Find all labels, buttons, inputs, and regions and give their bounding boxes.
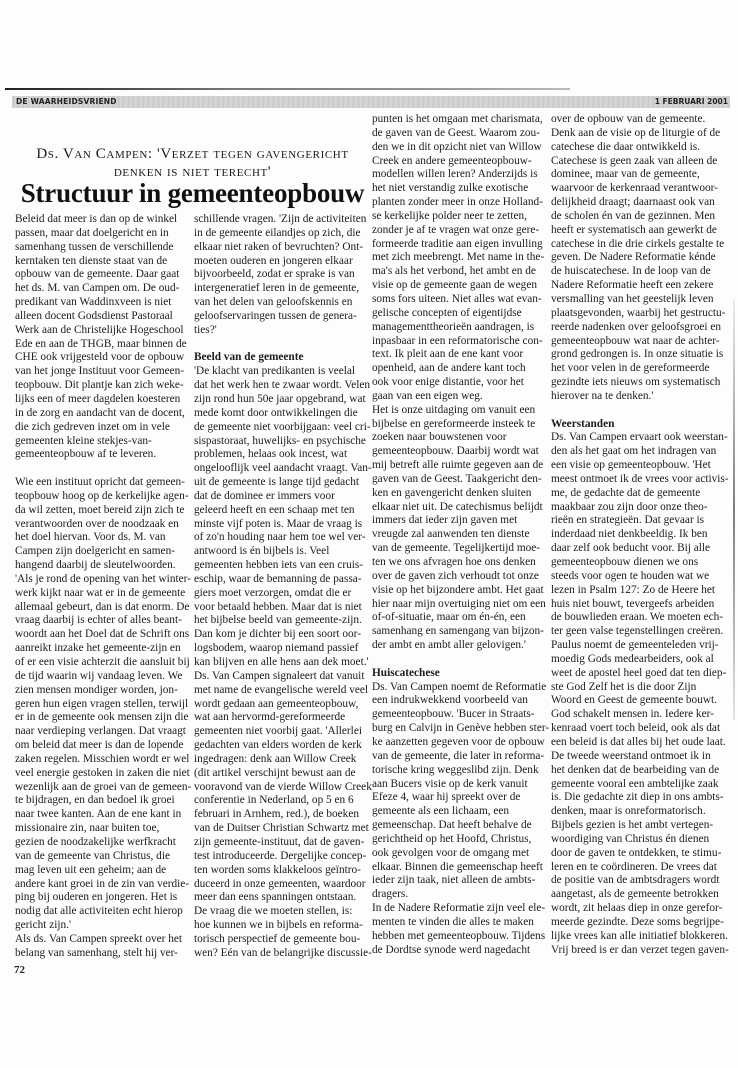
body-text-line: zijn rond hun 50e jaar opgebrand, wat bbox=[194, 392, 366, 405]
body-text-line: Nadere Reformatie heeft een zekere bbox=[551, 279, 714, 292]
body-text-line: Beleid dat meer is dan op de winkel bbox=[15, 213, 178, 225]
body-text-line: gaven van de Geest. Taakgericht den- bbox=[372, 472, 542, 485]
body-text-line: bijbelse en gereformeerde insteek te bbox=[372, 417, 536, 430]
body-text-line: belang van samenhang, stelt hij ver- bbox=[15, 946, 178, 959]
article-column-1 bbox=[15, 213, 191, 961]
body-text-line: ste God Zelf het is die door Zijn bbox=[551, 680, 697, 693]
header-band bbox=[12, 96, 730, 108]
body-text-line: meest ontmoet ik de vrees voor activis- bbox=[551, 472, 729, 485]
body-text-line: van het delen van geloofskennis en bbox=[194, 296, 353, 309]
body-text-line: woordiging van Christus én dienen bbox=[551, 832, 710, 845]
body-text-line: vreugde zal aanwenden ten dienste bbox=[372, 528, 530, 541]
body-text-line: managementtheorieën aandragen, is bbox=[372, 320, 535, 333]
body-text-line: uit de gemeente is lange tijd gedacht bbox=[194, 476, 360, 489]
body-text-line: punten is het omgaan met charismata, bbox=[372, 113, 543, 125]
body-text-line: dat het werk hen te zwaar wordt. Velen bbox=[194, 379, 371, 392]
body-text-line: kerntaken ten dienste staat van de bbox=[15, 254, 168, 267]
body-text-line: me, de gedachte dat de gemeente bbox=[551, 486, 701, 499]
body-text-line: geven. De Nadere Reformatie kénde bbox=[551, 251, 716, 264]
body-text-line: gemeenten hebben iets van een cruis- bbox=[194, 559, 364, 572]
body-text-line: gemeente vooral een ambtelijke zaak bbox=[551, 777, 719, 790]
body-text-line: ties?' bbox=[194, 323, 217, 336]
article-column-3 bbox=[372, 113, 549, 957]
body-text-line: van de Duitser Christian Schwartz met bbox=[194, 822, 369, 835]
body-text-line: Het is onze uitdaging om vanuit een bbox=[372, 403, 536, 416]
body-text-line: sispastoraat, huwelijks- en psychische bbox=[194, 434, 366, 447]
publication-name bbox=[16, 97, 117, 106]
body-text-line: wen? Eén van de belangrijke discussie- bbox=[194, 946, 372, 959]
body-text-line: daar zelf ook beducht voor. Bij alle bbox=[551, 542, 711, 555]
body-text-line: catechese die daar ontwikkeld is. bbox=[551, 140, 700, 153]
body-text-line: denken, maar is onreformatorisch. bbox=[551, 805, 706, 818]
body-text-line: allemaal gebeurt, dan is dat enorm. De bbox=[15, 600, 190, 613]
body-text-line: den we in dit opzicht niet van Willow bbox=[372, 140, 542, 153]
body-text-line: lezen in Psalm 127: Zo de Heere het bbox=[551, 583, 716, 596]
body-text-line: ter geen valse tegenstellingen creëren. bbox=[551, 625, 724, 638]
body-text-line: geleerd heeft en een schaap met ten bbox=[194, 503, 355, 516]
body-text-line: wordt gedaan aan gemeenteopbouw, bbox=[194, 697, 359, 710]
body-text-line: over de opbouw van de gemeente. bbox=[551, 113, 706, 125]
body-text-line: visie op het bijzondere ambt. Het gaat bbox=[372, 583, 544, 596]
body-text-line: wordt, zit helaas diep in onze gerefor- bbox=[551, 902, 723, 915]
body-text-line: of-of-situatie, maar om én-én, een bbox=[372, 611, 526, 624]
body-text-line: ten worden soms klakkeloos geïntro- bbox=[194, 863, 361, 876]
body-text-line: duceerd in onze gemeenten, waardoor bbox=[194, 877, 366, 890]
body-text-line: lijke vrees kan alle initiatief blokkeren. bbox=[551, 929, 728, 942]
body-text-line: kenraad voert toch beleid, ook als dat bbox=[551, 722, 721, 735]
article-title: Structuur in gemeenteopbouw bbox=[20, 178, 365, 208]
body-text-line: veel energie gestoken in zaken die niet bbox=[15, 766, 190, 779]
body-text-line: verantwoorden over de noodzaak en bbox=[15, 517, 179, 530]
body-text-line: Werk aan de Christelijke Hogeschool bbox=[15, 323, 184, 336]
body-text-line: eschip, waar de bemanning de passa- bbox=[194, 572, 362, 585]
body-text-line: ping bij ouderen en jongeren. Het is bbox=[15, 891, 178, 904]
section-heading: Weerstanden bbox=[551, 417, 615, 430]
body-text-line: 'Als je rond de opening van het winter- bbox=[15, 572, 191, 585]
body-text-line: de scholen én van de gezinnen. Men bbox=[551, 209, 716, 222]
body-text-line: aan Bucers visie op de kerk vanuit bbox=[372, 777, 528, 790]
body-text-line: Ds. Van Campen ervaart ook weerstan- bbox=[551, 431, 728, 444]
body-text-line: hoe kunnen we in bijbels en reforma- bbox=[194, 919, 363, 932]
body-text-line: inpasbaar in een reformatorische con- bbox=[372, 334, 543, 347]
body-text-line: intergeneratief leren in de gemeente, bbox=[194, 282, 360, 295]
body-text-line: burg en Calvijn in Genève hebben ster- bbox=[372, 722, 550, 735]
body-text-line: zoeken naar bouwstenen voor bbox=[372, 431, 507, 444]
body-text-line: ook gevolgen voor de omgang met bbox=[372, 846, 530, 859]
body-text-line: Vrij breed is er dan verzet tegen gaven- bbox=[551, 943, 729, 956]
body-text-line: torische kring weggeslibd zijn. Denk bbox=[372, 763, 539, 776]
body-text-line: zonder je af te vragen wat onze gere- bbox=[372, 223, 540, 236]
body-text-line: leren en te coördineren. De vrees dat bbox=[551, 860, 717, 873]
body-text-line: ook voor enige distantie, voor het bbox=[372, 376, 524, 389]
body-text-line: meer dan eens spanningen ontstaan. bbox=[194, 891, 357, 904]
scan-edge-artifact bbox=[733, 300, 735, 720]
body-text-line: missionaire zin, naar buiten toe, bbox=[15, 822, 160, 835]
body-text-line: kan blijven en alle hens aan dek moet.' bbox=[194, 656, 369, 668]
body-text-line: Ds. Van Campen noemt de Reformatie bbox=[372, 680, 547, 693]
body-text-line: (dit artikel verschijnt bewust aan de bbox=[194, 766, 356, 779]
body-text-line: gemeenteopbouw. 'Bucer in Straats- bbox=[372, 708, 535, 721]
body-text-line: moeten ouderen en jongeren elkaar bbox=[194, 254, 353, 267]
article-column-2 bbox=[194, 213, 372, 961]
body-text-line: meerde gezindte. Deze soms begrijpe- bbox=[551, 915, 724, 928]
body-text-line: Ede en aan de THGB, maar binnen de bbox=[15, 337, 187, 350]
body-text-line: ten we ons afvragen hoe ons denken bbox=[372, 556, 536, 568]
body-text-line: maakbaar zou zijn door onze theo- bbox=[551, 500, 708, 513]
body-text-line: torisch perspectief de gemeente bou- bbox=[194, 932, 361, 945]
body-text-line: een visie op gemeenteopbouw. 'Het bbox=[551, 459, 711, 472]
body-text-line: gemeente als een lichaam, een bbox=[372, 805, 510, 818]
body-text-line: hierover na te denken.' bbox=[551, 389, 654, 402]
body-text-line: grond gedrongen is. In onze situatie is bbox=[551, 348, 724, 361]
issue-date: 1 FEBRUARI 2001 bbox=[654, 97, 728, 106]
body-text-line: Als ds. Van Campen spreekt over het bbox=[15, 932, 183, 945]
body-text-line: februari in Arnhem, red.), de boeken bbox=[194, 808, 359, 821]
body-text-line: God schakelt mensen in. Iedere ker- bbox=[551, 708, 714, 721]
body-text-line: huis niet bouwt, tevergeefs arbeiden bbox=[551, 597, 715, 610]
body-text-line: gezien de noodzakelijke werfkracht bbox=[15, 835, 176, 848]
body-text-line: gemeenteopbouw dienen we ons bbox=[551, 556, 699, 568]
body-text-line: se kerkelijke polder neer te zetten, bbox=[372, 209, 527, 222]
body-text-line: in de zorg en aandacht van de docent, bbox=[15, 406, 185, 419]
body-text-line: naar verdieping verlangen. Dat vraagt bbox=[15, 725, 186, 738]
article-column-4 bbox=[551, 113, 729, 957]
body-text-line: modellen willen leren? Anderzijds is bbox=[372, 168, 538, 181]
body-text-line: der ambt en ambt aller gelovigen.' bbox=[372, 639, 526, 652]
article-kicker-line-1: Ds. Van Campen: 'Verzet tegen gavengericht bbox=[36, 146, 349, 162]
publication-title: WAARHEIDSVRIEND bbox=[30, 97, 117, 106]
body-text-line: gaan van een eigen weg. bbox=[372, 389, 483, 402]
body-text-line: ieder zijn taak, niet alleen de ambts- bbox=[372, 874, 536, 887]
body-text-line: de huiscatechese. In de loop van de bbox=[551, 265, 711, 278]
body-text-line: samenhang tussen de verschillende bbox=[15, 240, 174, 253]
body-text-line: over de gaven zich verhoudt tot onze bbox=[372, 569, 539, 582]
body-text-line: elkaar niet uit. De catechismus belijdt bbox=[372, 500, 543, 513]
paragraph-gap bbox=[15, 462, 191, 476]
body-text-line: elkaar niet raken of bevruchten? Ont- bbox=[194, 240, 364, 253]
body-text-line: voor betaald hebben. Maar dat is niet bbox=[194, 600, 362, 613]
body-text-line: van de gemeente. Tegelijkertijd moe- bbox=[372, 542, 541, 555]
paragraph-gap bbox=[551, 404, 729, 418]
body-text-line: wat aan hervormd-gereformeerde bbox=[194, 711, 346, 724]
body-text-line: zien mensen mondiger worden, jon- bbox=[15, 683, 178, 696]
body-text-line: ongelooflijk veel aandacht vraagt. Van- bbox=[194, 462, 372, 475]
body-text-line: openheid, aan de andere kant toch bbox=[372, 362, 526, 375]
body-text-line: samenhang en samengang van bijzon- bbox=[372, 625, 544, 638]
body-text-line: Wie een instituut opricht dat gemeen- bbox=[15, 476, 185, 489]
body-text-line: gemeenteopbouw wat naar de achter- bbox=[551, 334, 720, 347]
section-heading: Beeld van de gemeente bbox=[194, 351, 304, 364]
body-text-line: aangetast, als de gemeente betrokken bbox=[551, 888, 719, 901]
body-text-line: ken en gavengericht denken sluiten bbox=[372, 486, 532, 499]
body-text-line: van de gemeente, die later in reforma- bbox=[372, 749, 545, 762]
body-text-line: De tweede weerstand ontmoet ik in bbox=[551, 749, 711, 762]
body-text-line: het bijbelse beeld van gemeente-zijn. bbox=[194, 614, 362, 627]
body-text-line: Denk aan de visie op de liturgie of de bbox=[551, 126, 721, 139]
body-text-line: giers moet verzorgen, omdat die er bbox=[194, 586, 352, 599]
publication-prefix: DE bbox=[16, 97, 31, 106]
body-text-line: gemeenteopbouw. Daarbij wordt wat bbox=[372, 445, 539, 458]
body-text-line: CHE ook vrijgesteld voor de opbouw bbox=[15, 351, 185, 364]
body-text-line: Dan kom je dichter bij een soort oor- bbox=[194, 628, 361, 641]
body-text-line: gericht zijn.' bbox=[15, 919, 71, 932]
body-text-line: delijkheid draagt; daarnaast ook van bbox=[551, 196, 715, 209]
body-text-line: dat de dominee er immers voor bbox=[194, 489, 335, 502]
body-text-line: of zo'n houding naar hem toe wel ver- bbox=[194, 531, 366, 544]
body-text-line: geloofservaringen tussen de genera- bbox=[194, 309, 357, 322]
body-text-line: Campen zijn doelgericht en samen- bbox=[15, 545, 175, 558]
body-text-line: gemeenschap. Dat heeft behalve de bbox=[372, 819, 532, 832]
body-text-line: alleen docent Godsdienst Pastoraal bbox=[15, 309, 173, 322]
body-text-line: van de gemeente van Christus, die bbox=[15, 849, 170, 862]
body-text-line: waarvoor de kerkenraad verantwoor- bbox=[551, 182, 718, 195]
body-text-line: Ds. Van Campen signaleert dat vanuit bbox=[194, 669, 365, 682]
body-text-line: die zich gedreven inzet om in vele bbox=[15, 420, 170, 433]
body-text-line: menten te vinden die alles te maken bbox=[372, 915, 534, 928]
body-text-line: Paulus noemt de gemeenteleden vrij- bbox=[551, 639, 719, 652]
section-heading: Huiscatechese bbox=[372, 666, 440, 679]
body-text-line: teopbouw. Dit plantje kan zich weke- bbox=[15, 379, 184, 392]
paragraph-gap bbox=[372, 653, 549, 667]
body-text-line: De vraag die we moeten stellen, is: bbox=[194, 905, 353, 918]
body-text-line: versmalling van het geestelijk leven bbox=[551, 292, 714, 305]
body-text-line: In de Nadere Reformatie zijn veel ele- bbox=[372, 902, 546, 915]
body-text-line: de gaven van de Geest. Waarom zou- bbox=[372, 126, 540, 139]
body-text-line: naar twee kanten. Aan de ene kant in bbox=[15, 808, 182, 821]
body-text-line: Bijbels gezien is het ambt vertegen- bbox=[551, 819, 714, 832]
body-text-line: gemeenten niet voorbij gaat. 'Allerlei bbox=[194, 725, 362, 738]
body-text-line: passen, maar dat doelgericht en in bbox=[15, 226, 169, 239]
body-text-line: het denken dat de bearbeiding van de bbox=[551, 763, 720, 776]
body-text-line: vraag daarbij is echter of alles beant- bbox=[15, 614, 182, 627]
body-text-line: het niet verstandig zulke exotische bbox=[372, 182, 529, 195]
body-text-line: de gemeente niet voorbijgaan: veel cri- bbox=[194, 420, 371, 433]
body-text-line: Woord en Geest de gemeente bouwt. bbox=[551, 694, 717, 707]
body-text-line: rieën en strategieën. Dat gevaar is bbox=[551, 514, 705, 527]
body-text-line: een beleid is dat alles bij het oude laat. bbox=[551, 735, 726, 748]
body-text-line: met name de evangelische wereld veel bbox=[194, 683, 369, 696]
body-text-line: nodig dat alle activiteiten echt hierop bbox=[15, 905, 183, 918]
body-text-line: ke aanzetten gegeven voor de opbouw bbox=[372, 735, 545, 748]
body-text-line: om beleid dat meer is dan de lopende bbox=[15, 739, 184, 752]
body-text-line: elkaar. Binnen die gemeenschap heeft bbox=[372, 860, 543, 873]
body-text-line: vooravond van de vierde Willow Creek bbox=[194, 780, 372, 793]
body-text-line: formeerde traditie aan eigen invulling bbox=[372, 237, 543, 250]
body-text-line: problemen, helaas ook incest, wat bbox=[194, 448, 348, 461]
body-text-line: immers dat ieder zijn gaven met bbox=[372, 514, 518, 527]
body-text-line: woordt aan het Doel dat de Schrift ons bbox=[15, 628, 190, 641]
body-text-line: dragers. bbox=[372, 888, 409, 901]
body-text-line: Creek en andere gemeenteopbouw- bbox=[372, 154, 532, 167]
body-text-line: teopbouw hoog op de kerkelijke agen- bbox=[15, 489, 189, 502]
body-text-line: het doel hiervan. Voor ds. M. van bbox=[15, 531, 166, 544]
body-text-line: mag leven uit een geheim; aan de bbox=[15, 863, 167, 876]
body-text-line: catechese in die drie cirkels gestalte te bbox=[551, 237, 725, 250]
body-text-line: gelische concepten of eigentijdse bbox=[372, 306, 522, 319]
body-text-line: gezindte iets nieuws om systematisch bbox=[551, 376, 721, 389]
body-text-line: gedachten van elders worden de kerk bbox=[194, 739, 362, 752]
body-text-line: hebben met gemeenteopbouw. Tijdens bbox=[372, 929, 546, 942]
body-text-line: conferentie in Nederland, op 5 en 6 bbox=[194, 794, 354, 807]
body-text-line: da wil zetten, moet bereid zijn zich te bbox=[15, 503, 185, 516]
body-text-line: door de gaven te ontdekken, te stimu- bbox=[551, 846, 722, 859]
body-text-line: hangend daarbij de sleutelwoorden. bbox=[15, 559, 176, 572]
body-text-line: visie op de gemeente gaan de wegen bbox=[372, 279, 537, 292]
body-text-line: plaatsgevonden, waarbij het gestructu- bbox=[551, 306, 726, 319]
body-text-line: 'De klacht van predikanten is veelal bbox=[194, 365, 356, 378]
body-text-line: heeft er systematisch aan gewerkt de bbox=[551, 223, 717, 236]
body-text-line: of er een visie achterzit die aansluit bij bbox=[15, 656, 190, 668]
body-text-line: reerde nadenken over geloofsgroei en bbox=[551, 320, 721, 333]
body-text-line: werk kijkt naar wat er in de gemeente bbox=[15, 586, 186, 599]
body-text-line: in de gemeente eilandjes op zich, die bbox=[194, 226, 361, 239]
page-number: 72 bbox=[14, 964, 25, 976]
body-text-line: Catechese is geen zaak van alleen de bbox=[551, 154, 718, 167]
body-text-line: lijks een of meer dagdelen koesteren bbox=[15, 392, 181, 405]
body-text-line: bijvoorbeeld, zodat er sprake is van bbox=[194, 268, 355, 281]
body-text-line: planten zonder meer in onze Holland- bbox=[372, 196, 543, 209]
body-text-line: gemeenteopbouw af te leveren. bbox=[15, 448, 157, 461]
body-text-line: zaken regelen. Misschien wordt er wel bbox=[15, 752, 190, 765]
body-text-line: gerichtheid op het Hoofd, Christus, bbox=[372, 832, 532, 845]
body-text-line: geren hun eigen vragen stellen, terwijl bbox=[15, 697, 189, 710]
body-text-line: is. Die gedachte zit diep in ons ambts- bbox=[551, 791, 724, 804]
body-text-line: te bijdragen, en dan bedoel ik groei bbox=[15, 794, 175, 807]
body-text-line: Efeze 4, waar hij spreekt over de bbox=[372, 791, 521, 804]
body-text-line: weet de apostel heel goed dat ten diep- bbox=[551, 666, 727, 679]
body-text-line: van het jonge Instituut voor Gemeen- bbox=[15, 365, 185, 378]
body-text-line: mij betreft alle ruimte gegeven aan de bbox=[372, 459, 544, 472]
body-text-line: het voor velen in de gereformeerde bbox=[551, 362, 710, 375]
body-text-line: wezenlijk aan de groei van de gemeen- bbox=[15, 780, 192, 793]
body-text-line: antwoord is én bijbels is. Veel bbox=[194, 545, 330, 558]
body-text-line: gemeenten kleine stekjes-van- bbox=[15, 434, 152, 447]
paragraph-gap bbox=[194, 338, 372, 352]
body-text-line: dominee, maar van de gemeente, bbox=[551, 168, 700, 181]
body-text-line: andere kant groei in de zin van verdie- bbox=[15, 877, 190, 890]
body-text-line: de Dordtse synode werd nagedacht bbox=[372, 943, 531, 956]
article-kicker-line-2: denken is niet terecht' bbox=[113, 164, 272, 180]
body-text-line: opbouw van de gemeente. Daar gaat bbox=[15, 268, 180, 281]
body-text-line: text. Ik pleit aan de ene kant voor bbox=[372, 348, 524, 361]
body-text-line: zijn gemeente-instituut, dat de gaven- bbox=[194, 835, 365, 848]
body-text-line: minste vijf poten is. Maar de vraag is bbox=[194, 517, 363, 530]
body-text-line: de tijd waarin wij vandaag leven. We bbox=[15, 669, 183, 682]
body-text-line: hier naar mijn overtuiging niet om een bbox=[372, 597, 546, 610]
body-text-line: inderdaad niet denkbeeldig. Ik ben bbox=[551, 528, 708, 541]
body-text-line: soms fors uiteen. Niet alles wat evan- bbox=[372, 292, 542, 305]
body-text-line: ma's als het verbond, het ambt en de bbox=[372, 265, 536, 278]
body-text-line: ingedragen: denk aan Willow Creek bbox=[194, 752, 357, 765]
body-text-line: met zich meebrengt. Met name in the- bbox=[372, 251, 545, 264]
body-text-line: schillende vragen. 'Zijn de activiteiten bbox=[194, 213, 367, 225]
body-text-line: predikant van Waddinxveen is niet bbox=[15, 296, 172, 309]
body-text-line: moedig Gods medearbeiders, ook al bbox=[551, 652, 714, 665]
body-text-line: mede komt door ontwikkelingen die bbox=[194, 406, 358, 419]
body-text-line: het ds. M. van Campen om. De oud- bbox=[15, 282, 180, 295]
body-text-line: de bouwlieden eraan. We moeten ech- bbox=[551, 611, 724, 624]
body-text-line: logsbodem, waarop niemand passief bbox=[194, 642, 359, 655]
body-text-line: er in de gemeente ook mensen zijn die bbox=[15, 711, 189, 724]
body-text-line: test introduceerde. Dergelijke concep- bbox=[194, 849, 367, 862]
body-text-line: aanreikt inzake het gemeente-zijn en bbox=[15, 642, 181, 655]
body-text-line: een indrukwekkend voorbeeld van bbox=[372, 694, 528, 707]
top-rule-divider bbox=[5, 88, 570, 90]
body-text-line: de positie van de ambtsdragers wordt bbox=[551, 874, 720, 887]
body-text-line: den als het gaat om het indragen van bbox=[551, 445, 717, 458]
body-text-line: steeds voor ogen te houden wat we bbox=[551, 569, 710, 582]
